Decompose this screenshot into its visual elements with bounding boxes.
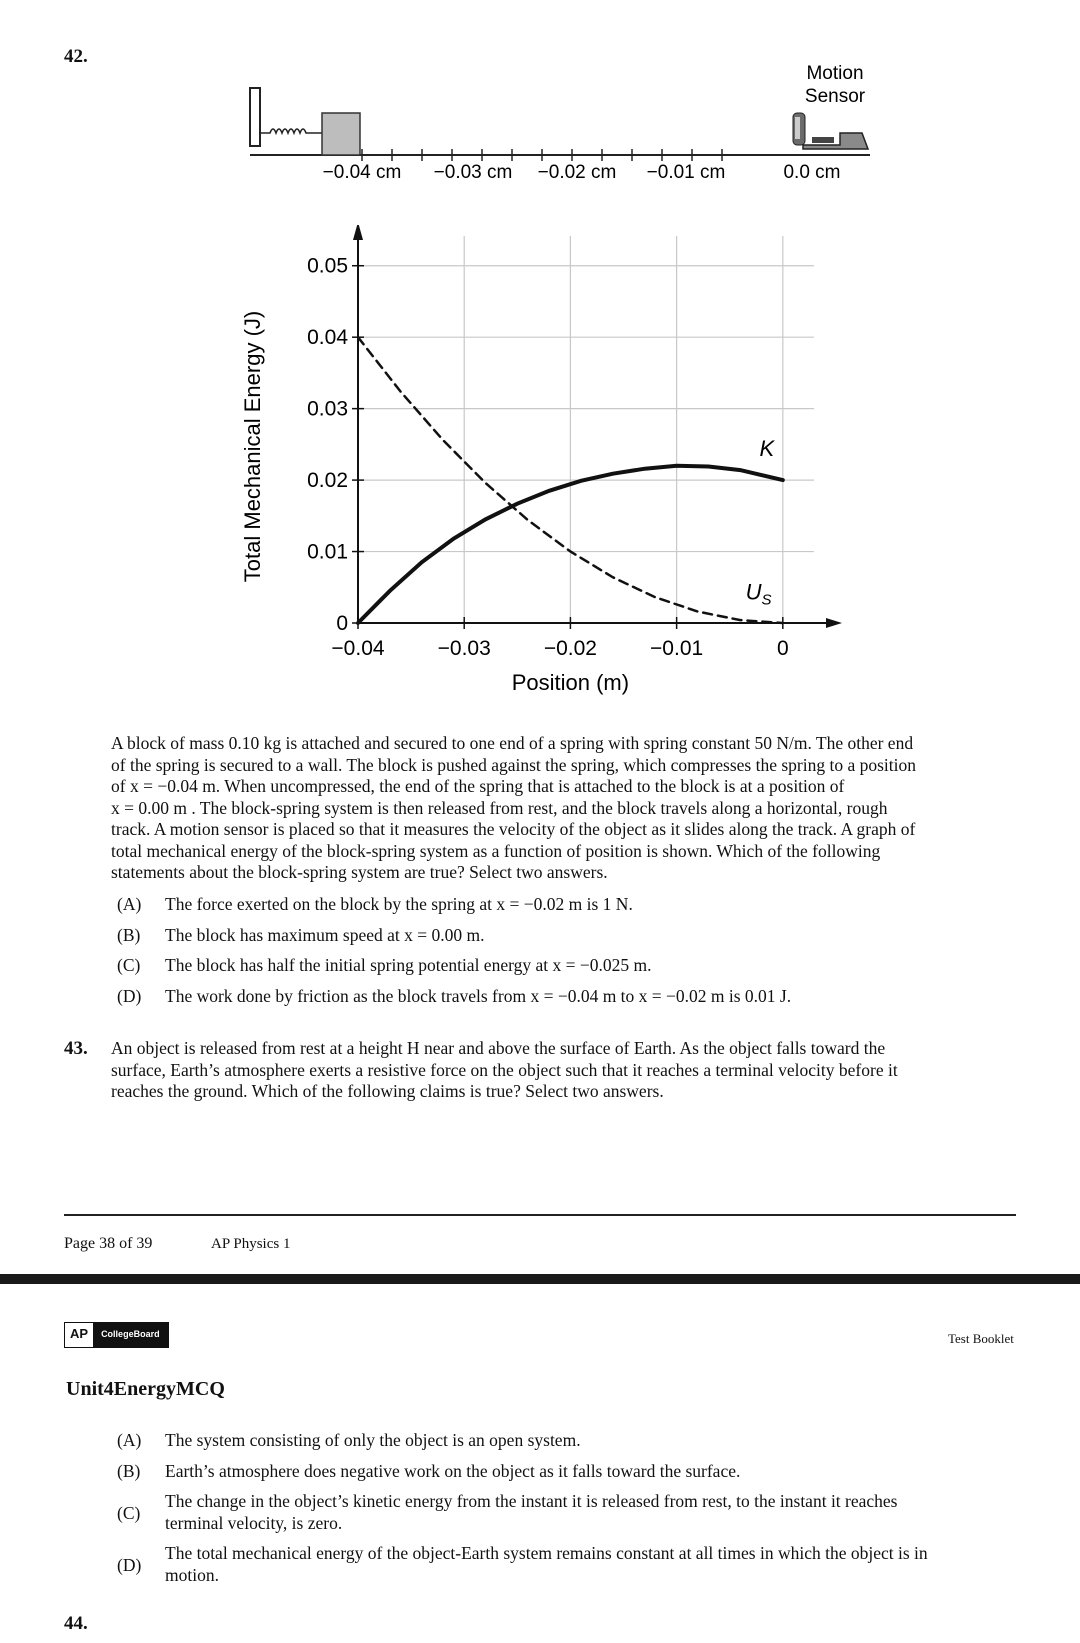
x-tick-label: 0 bbox=[776, 637, 789, 660]
sensor-label-line1: Motion bbox=[806, 63, 864, 84]
stem-line: A block of mass 0.10 kg is attached and secured to one end of a spring with spring constant 50 N/m. The other end bbox=[111, 733, 914, 753]
x-axis-label: Position (m) bbox=[511, 670, 630, 695]
page-title: Unit4EnergyMCQ bbox=[66, 1378, 225, 1400]
choice-line: The total mechanical energy of the object-Earth system remains constant at all times in which the object is in bbox=[165, 1543, 928, 1563]
ap-collegeboard-logo: AP CollegeBoard bbox=[64, 1322, 169, 1348]
question-stem bbox=[111, 1038, 1016, 1103]
track-tick-label: −0.04 cm bbox=[322, 162, 402, 183]
question-number: 43. bbox=[64, 1038, 88, 1059]
y-axis-arrow bbox=[353, 225, 363, 240]
y-tick-label: 0.04 bbox=[307, 326, 348, 350]
x-tick-label: −0.01 bbox=[650, 637, 704, 660]
page-number: Page 38 of 39 bbox=[64, 1235, 153, 1252]
choice-line: The change in the object’s kinetic energy from the instant it is released from rest, to the instant it reaches bbox=[165, 1491, 898, 1511]
stem-line: total mechanical energy of the block-spring system as a function of position is shown. Which of the following bbox=[111, 840, 881, 861]
stem-line: track. A motion sensor is placed so that it measures the velocity of the object as it slides along the track. A graph of bbox=[111, 819, 916, 839]
stem-line: of x = −0.04 m. When uncompressed, the end of the spring that is attached to the block is at a position of bbox=[111, 776, 845, 796]
series-k-label: K bbox=[759, 436, 775, 462]
footer-rule bbox=[64, 1214, 1016, 1216]
stem-line: reaches the ground. Which of the following claims is true? Select two answers. bbox=[111, 1081, 664, 1101]
stem-line: An object is released from rest at a height H near and above the surface of Earth. As the object falls toward the bbox=[111, 1038, 886, 1058]
track-tick-label: −0.03 cm bbox=[433, 162, 513, 183]
question-stem bbox=[111, 733, 1016, 884]
chart-labels bbox=[240, 255, 789, 695]
question-number: 42. bbox=[64, 46, 88, 67]
choice-line: motion. bbox=[165, 1564, 219, 1585]
sensor-label-line2: Sensor bbox=[804, 86, 866, 107]
stem-line: statements about the block-spring system are true? Select two answers. bbox=[111, 862, 608, 882]
spring-block-diagram bbox=[240, 55, 880, 195]
series-u-label: $U_S$ bbox=[745, 579, 772, 609]
y-tick-label: 0 bbox=[336, 612, 348, 635]
x-tick-label: −0.04 bbox=[331, 637, 385, 660]
y-tick-label: 0.03 bbox=[307, 397, 348, 421]
choice-line: terminal velocity, is zero. bbox=[165, 1512, 343, 1533]
wall bbox=[250, 88, 260, 146]
stem-line: x = 0.00 m . The block-spring system is then released from rest, and the block travels along a horizontal, rough bbox=[111, 797, 888, 818]
y-tick-label: 0.05 bbox=[307, 254, 348, 278]
stem-line: surface, Earth’s atmosphere exerts a resistive force on the object such that it reaches a terminal velocity before it bbox=[111, 1059, 898, 1080]
test-booklet-label: Test Booklet bbox=[948, 1331, 1014, 1346]
track-tick-label: −0.01 cm bbox=[646, 162, 726, 183]
x-tick-label: −0.02 bbox=[543, 637, 597, 660]
block bbox=[322, 113, 360, 155]
page-break bbox=[0, 1274, 1080, 1284]
spring bbox=[260, 129, 322, 133]
energy-position-chart bbox=[230, 225, 880, 705]
y-tick-label: 0.02 bbox=[307, 469, 348, 493]
motion-sensor bbox=[793, 113, 868, 149]
stem-line: of the spring is secured to a wall. The block is pushed against the spring, which compresses the spring to a position bbox=[111, 754, 917, 775]
y-axis-label: Total Mechanical Energy (J) bbox=[240, 310, 265, 583]
y-tick-label: 0.01 bbox=[307, 540, 348, 564]
course-name: AP Physics 1 bbox=[211, 1236, 291, 1252]
track-tick-label: 0.0 cm bbox=[783, 162, 841, 183]
x-tick-label: −0.03 bbox=[437, 637, 491, 660]
chart-grid bbox=[358, 236, 814, 623]
question-number: 44. bbox=[64, 1613, 88, 1634]
track-tick-label: −0.02 cm bbox=[537, 162, 617, 183]
x-axis-arrow bbox=[826, 618, 842, 628]
